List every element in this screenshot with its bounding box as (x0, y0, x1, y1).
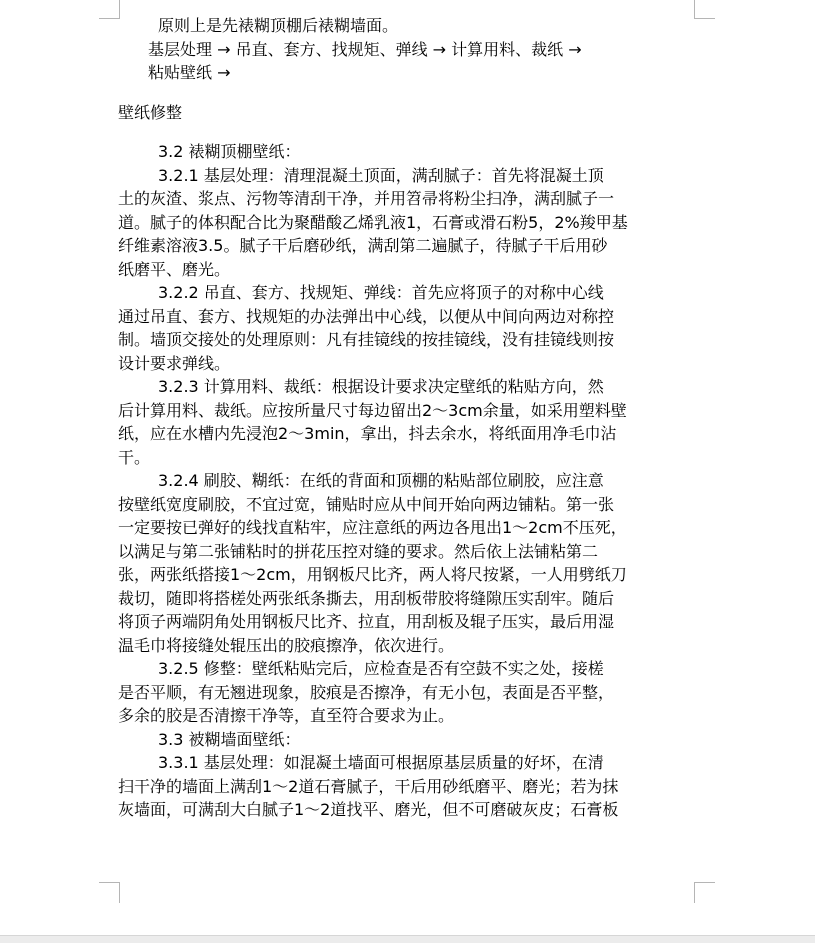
body-line: 道。腻子的体积配合比为聚醋酸乙烯乳液1，石膏或滑石粉5，2%羧甲基 (118, 212, 628, 232)
body-line: 土的灰渣、浆点、污物等清刮干净，并用笤帚将粉尘扫净，满刮腻子一 (118, 189, 615, 208)
process-flow-line-2: 粘贴壁纸 → (148, 63, 231, 82)
body-line: 裁切，随即将搭槎处两张纸条撕去，用刮板带胶将缝隙压实刮牢。随后 (118, 588, 615, 608)
margin-corner-bottom-right (694, 882, 715, 903)
intro-principle: 原则上是先裱糊顶棚后裱糊墙面。 (158, 16, 399, 35)
body-line: 多余的胶是否清擦干净等，直至符合要求为止。 (118, 706, 455, 725)
body-line: 后计算用料、裁纸。应按所量尺寸每边留出2～3cm余量，如采用塑料壁 (118, 400, 627, 420)
body-line: 3.3.1 基层处理：如混凝土墙面可根据原基层质量的好坏，在清 (158, 753, 604, 772)
body-line: 3.2.3 计算用料、裁纸：根据设计要求决定壁纸的粘贴方向，然 (158, 377, 604, 396)
body-line: 一定要按已弹好的线找直粘牢，应注意纸的两边各甩出1～2cm不压死， (118, 518, 627, 537)
body-line: 干。 (118, 447, 151, 467)
body-line: 通过吊直、套方、找规矩的办法弹出中心线，以便从中间向两边对称控 (118, 306, 615, 326)
margin-corner-top-left (99, 0, 120, 19)
body-line: 将顶子两端阴角处用钢板尺比齐、拉直，用刮板及辊子压实，最后用湿 (118, 612, 615, 631)
section-heading: 壁纸修整 (118, 102, 183, 122)
body-line: 纸，应在水槽内先浸泡2～3min，拿出，抖去余水，将纸面用净毛巾沾 (118, 424, 617, 443)
body-line: 3.2.5 修整：壁纸粘贴完后，应检查是否有空鼓不实之处，接槎 (158, 659, 604, 678)
body-line: 3.2.4 刷胶、糊纸：在纸的背面和顶棚的粘贴部位刷胶，应注意 (158, 471, 604, 490)
body-text (118, 140, 708, 822)
body-line: 3.3 被糊墙面壁纸： (158, 729, 301, 749)
body-line: 是否平顺，有无翘进现象，胶痕是否擦净，有无小包，表面是否平整， (118, 682, 615, 702)
body-line: 纤维素溶液3.5。腻子干后磨砂纸，满刮第二遍腻子，待腻子干后用砂 (118, 236, 608, 255)
body-line: 制。墙顶交接处的处理原则：凡有挂镜线的按挂镜线，没有挂镜线则按 (118, 330, 615, 349)
body-line: 3.2.2 吊直、套方、找规矩、弹线：首先应将顶子的对称中心线 (158, 283, 604, 302)
body-line: 灰墙面，可满刮大白腻子1～2道找平、磨光，但不可磨破灰皮；石膏板 (118, 800, 619, 819)
body-line: 按壁纸宽度刷胶，不宜过宽，铺贴时应从中间开始向两边铺粘。第一张 (118, 494, 615, 514)
body-line: 温毛巾将接缝处辊压出的胶痕擦净，依次进行。 (118, 635, 455, 655)
margin-corner-bottom-left (99, 882, 120, 903)
process-flow-line-1: 基层处理 → 吊直、套方、找规矩、弹线 → 计算用料、裁纸 → (148, 39, 582, 59)
body-line: 设计要求弹线。 (118, 353, 231, 373)
body-line: 以满足与第二张铺粘时的拼花压控对缝的要求。然后依上法铺粘第二 (118, 541, 599, 561)
body-line: 3.2.1 基层处理：清理混凝土顶面，满刮腻子：首先将混凝土顶 (158, 165, 604, 185)
body-line: 张，两张纸搭接1～2cm，用钢板尺比齐，两人将尺按紧，一人用劈纸刀 (118, 565, 627, 584)
body-line: 扫干净的墙面上满刮1～2道石膏腻子，干后用砂纸磨平、磨光；若为抹 (118, 776, 619, 796)
body-line: 3.2 裱糊顶棚壁纸： (158, 142, 301, 161)
body-line: 纸磨平、磨光。 (118, 259, 231, 279)
document-body (118, 14, 708, 822)
